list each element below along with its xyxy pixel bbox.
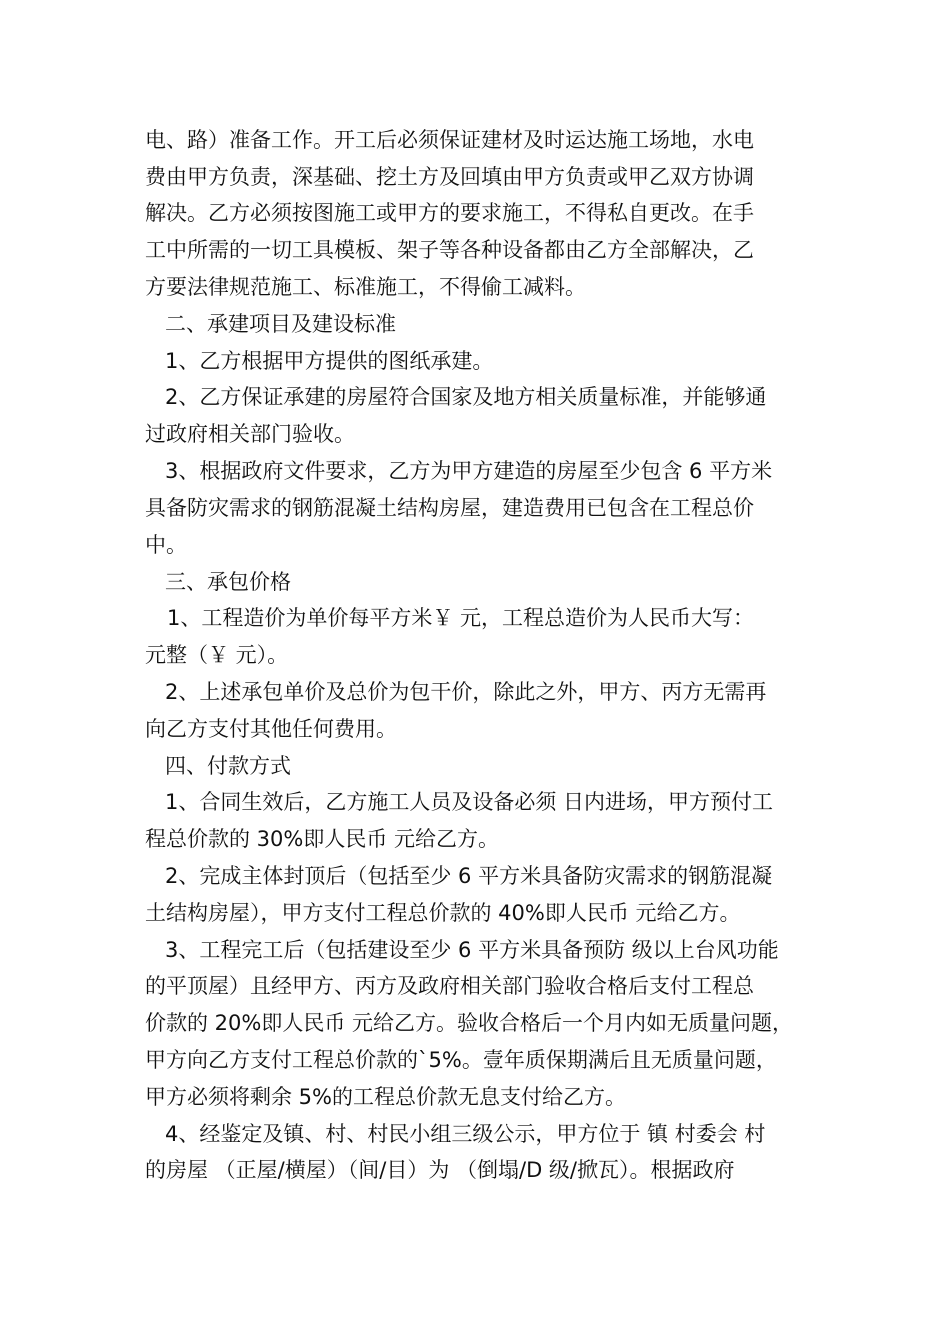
text-line: 价款的 20%即人民币 元给乙方。验收合格后一个月内如无质量问题， xyxy=(145,1011,794,1035)
text-line: 过政府相关部门验收。 xyxy=(145,422,355,446)
clause-item: 2、完成主体封顶后（包括至少 6 平方米具备防灾需求的钢筋混凝 xyxy=(165,864,773,888)
text-line: 甲方必须将剩余 5%的工程总价款无息支付给乙方。 xyxy=(145,1085,626,1109)
text-line: 元整（￥ 元）。 xyxy=(145,643,289,667)
text-line: 向乙方支付其他任何费用。 xyxy=(145,717,397,741)
clause-item: 1、工程造价为单价每平方米￥ 元，工程总造价为人民币大写： xyxy=(167,606,755,630)
text-line: 方要法律规范施工、标准施工，不得偷工减料。 xyxy=(145,275,586,299)
section-heading: 四、付款方式 xyxy=(165,754,291,778)
text-line: 费由甲方负责，深基础、挖土方及回填由甲方负责或甲乙双方协调 xyxy=(145,165,754,189)
text-line: 程总价款的 30%即人民币 元给乙方。 xyxy=(145,827,500,851)
clause-item: 3、根据政府文件要求，乙方为甲方建造的房屋至少包含 6 平方米 xyxy=(165,459,773,483)
clause-item: 3、工程完工后（包括建设至少 6 平方米具备预防 级以上台风功能 xyxy=(165,938,779,962)
section-heading: 二、承建项目及建设标准 xyxy=(165,312,396,336)
clause-item: 2、乙方保证承建的房屋符合国家及地方相关质量标准，并能够通 xyxy=(165,385,767,409)
text-line: 中。 xyxy=(145,533,187,557)
clause-item: 1、乙方根据甲方提供的图纸承建。 xyxy=(165,349,494,373)
text-line: 的平顶屋）且经甲方、丙方及政府相关部门验收合格后支付工程总 xyxy=(145,974,754,998)
clause-item: 4、经鉴定及镇、村、村民小组三级公示，甲方位于 镇 村委会 村 xyxy=(165,1122,766,1146)
text-line: 电、路）准备工作。开工后必须保证建材及时运达施工场地，水电 xyxy=(145,128,754,152)
text-line: 具备防灾需求的钢筋混凝土结构房屋，建造费用已包含在工程总价 xyxy=(145,496,754,520)
text-line: 工中所需的一切工具模板、架子等各种设备都由乙方全部解决，乙 xyxy=(145,238,754,262)
text-line: 解决。乙方必须按图施工或甲方的要求施工，不得私自更改。在手 xyxy=(145,201,754,225)
text-line: 土结构房屋），甲方支付工程总价款的 40%即人民币 元给乙方。 xyxy=(145,901,741,925)
section-heading: 三、承包价格 xyxy=(165,570,291,594)
clause-item: 2、上述承包单价及总价为包干价，除此之外，甲方、丙方无需再 xyxy=(165,680,767,704)
text-line: 甲方向乙方支付工程总价款的`5%。壹年质保期满后且无质量问题， xyxy=(145,1048,777,1072)
text-line: 的房屋 （正屋/横屋）（间/目）为 （倒塌/D 级/掀瓦）。根据政府 xyxy=(145,1158,735,1182)
clause-item: 1、合同生效后，乙方施工人员及设备必须 日内进场，甲方预付工 xyxy=(165,790,774,814)
